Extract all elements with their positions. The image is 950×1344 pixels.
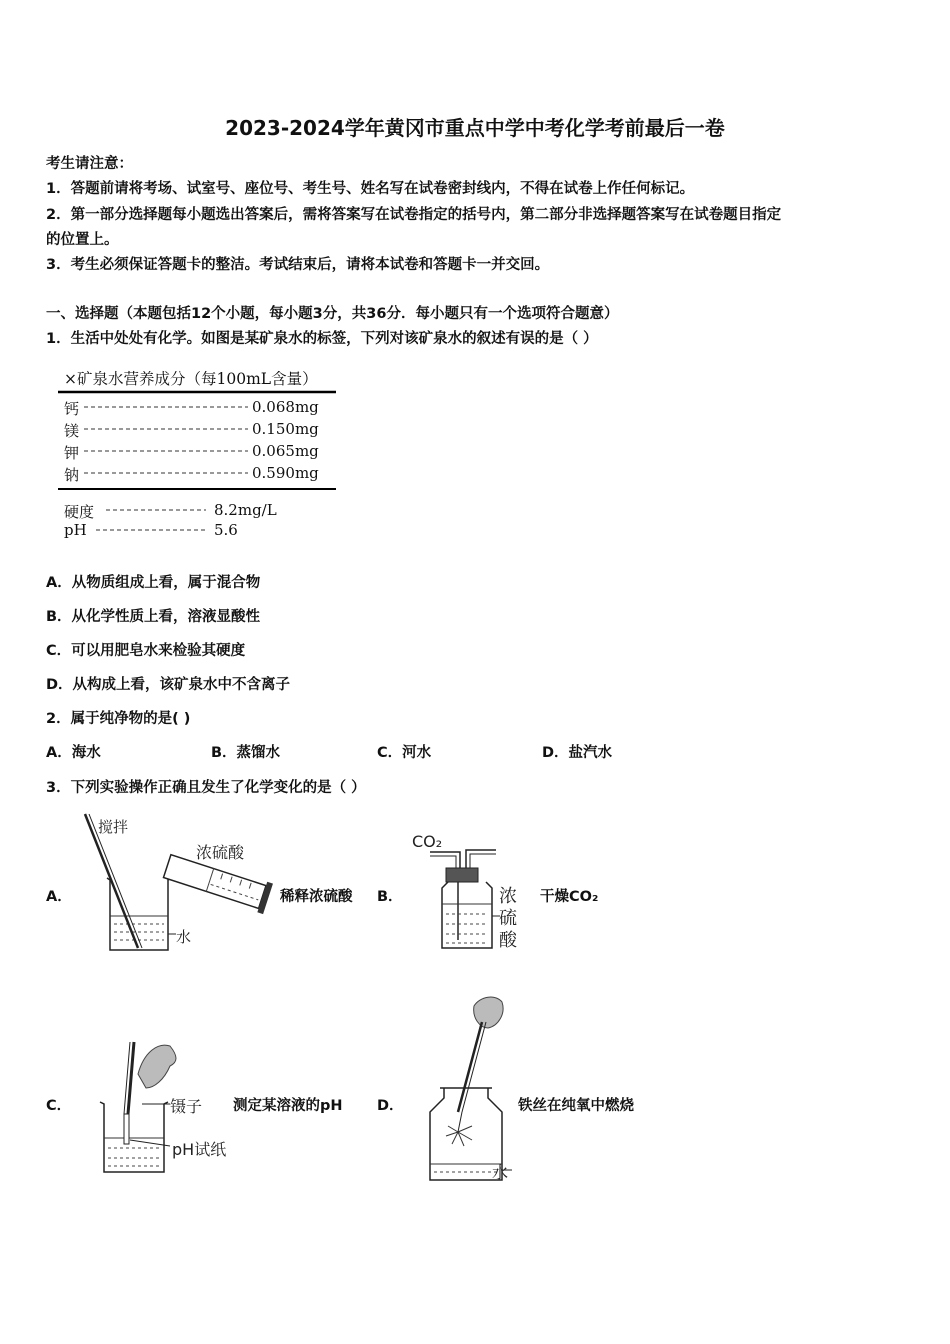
section-heading: 一、选择题（本题包括12个小题，每小题3分，共36分．每小题只有一个选项符合题意）: [46, 306, 619, 322]
q1-option-b: B．从化学性质上看，溶液显酸性: [46, 609, 261, 625]
label-row-value: 0.065mg: [252, 442, 319, 460]
label-title: ×矿泉水营养成分（每100mL含量）: [64, 370, 318, 388]
label-water: 水: [176, 928, 192, 946]
label-ph-paper: pH试纸: [172, 1140, 227, 1159]
iron-burning-figure: [422, 992, 532, 1187]
q2-option-c: C．河水: [377, 745, 432, 761]
q2-option-b: B．蒸馏水: [211, 745, 281, 761]
label-extra-value: 8.2mg/L: [214, 501, 277, 519]
notice-item: 的位置上。: [46, 232, 119, 248]
label-nong: 浓: [499, 886, 517, 907]
label-row-name: 钙: [64, 400, 80, 418]
q3-option-b-caption: 干燥CO₂: [540, 889, 599, 905]
q3-option-b-letter: B．: [377, 889, 403, 905]
label-co2: CO₂: [412, 832, 443, 851]
q1-option-d: D．从构成上看，该矿泉水中不含离子: [46, 677, 291, 693]
label-row-value: 0.068mg: [252, 398, 319, 416]
label-row-value: 0.590mg: [252, 464, 319, 482]
q3-option-c-letter: C．: [46, 1098, 72, 1114]
q3-option-a-caption: 稀释浓硫酸: [280, 889, 353, 905]
label-tweezers: 镊子: [170, 1097, 203, 1116]
label-liu: 硫: [499, 908, 517, 929]
label-row-name: 钠: [64, 466, 80, 484]
label-stir: 搅拌: [98, 818, 129, 836]
notice-item: 1．答题前请将考场、试室号、座位号、考生号、姓名写在试卷密封线内，不得在试卷上作任何标记。: [46, 181, 695, 197]
label-water-d: 水: [492, 1163, 509, 1182]
q2-option-d: D．盐汽水: [542, 745, 613, 761]
q3-option-d-letter: D．: [377, 1098, 404, 1114]
question-2-stem: 2．属于纯净物的是( ): [46, 711, 191, 727]
q1-option-a: A．从物质组成上看，属于混合物: [46, 575, 261, 591]
label-conc-acid: 浓硫酸: [196, 843, 245, 862]
label-extra-name: 硬度: [64, 503, 95, 521]
notice-item: 2．第一部分选择题每小题选出答案后，需将答案写在试卷指定的括号内，第二部分非选择题答案写在试卷题目指定: [46, 207, 782, 223]
label-suan: 酸: [499, 930, 517, 951]
label-extra-name: pH: [64, 521, 87, 539]
q2-option-a: A．海水: [46, 745, 101, 761]
q3-option-d-caption: 铁丝在纯氧中燃烧: [518, 1098, 634, 1114]
page-title: 2023-2024学年黄冈市重点中学中考化学考前最后一卷: [225, 116, 725, 140]
q3-option-c-caption: 测定某溶液的pH: [233, 1098, 343, 1114]
notice-heading: 考生请注意：: [46, 156, 133, 172]
q1-option-c: C．可以用肥皂水来检验其硬度: [46, 643, 246, 659]
q3-option-a-letter: A．: [46, 889, 72, 905]
label-row-name: 镁: [64, 422, 80, 440]
label-row-value: 0.150mg: [252, 420, 319, 438]
question-3-stem: 3．下列实验操作正确且发生了化学变化的是（ ）: [46, 780, 366, 796]
notice-item: 3．考生必须保证答题卡的整洁。考试结束后，请将本试卷和答题卡一并交回。: [46, 257, 550, 273]
label-extra-value: 5.6: [214, 521, 238, 539]
question-1-stem: 1．生活中处处有化学。如图是某矿泉水的标签，下列对该矿泉水的叙述有误的是（ ）: [46, 331, 598, 347]
label-row-name: 钾: [64, 444, 80, 462]
